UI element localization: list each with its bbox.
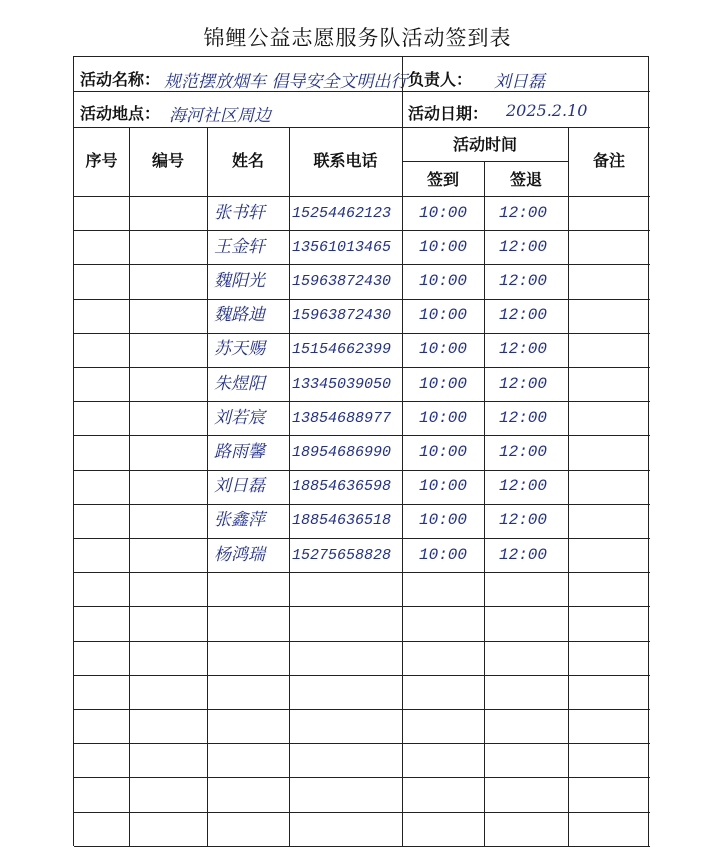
column-divider bbox=[568, 127, 569, 847]
row-divider bbox=[74, 641, 650, 642]
row-divider bbox=[74, 435, 650, 436]
row-divider bbox=[74, 230, 650, 231]
row-divider bbox=[74, 401, 650, 402]
row-divider bbox=[74, 709, 650, 710]
row-divider bbox=[74, 470, 650, 471]
row-sign-in: 10:00 bbox=[419, 203, 468, 222]
activity-time-subline bbox=[402, 161, 568, 162]
header-remark: 备注 bbox=[592, 151, 625, 170]
row-sign-in: 10:00 bbox=[419, 545, 468, 564]
header-seq: 序号 bbox=[85, 151, 118, 170]
activity-location-value: 海河社区周边 bbox=[169, 106, 271, 126]
row-sign-out: 12:00 bbox=[499, 203, 548, 222]
row-divider bbox=[74, 777, 650, 778]
sheet-title: 锦鲤公益志愿服务队活动签到表 bbox=[203, 26, 512, 50]
row-divider bbox=[74, 812, 650, 813]
row-divider bbox=[74, 504, 650, 505]
row-divider bbox=[74, 264, 650, 265]
activity-date-label: 活动日期： bbox=[408, 104, 489, 123]
column-divider bbox=[129, 127, 130, 847]
row-sign-in: 10:00 bbox=[419, 408, 468, 427]
row-sign-out: 12:00 bbox=[499, 340, 548, 359]
row-sign-in: 10:00 bbox=[419, 271, 468, 290]
row-name: 苏天赐 bbox=[214, 339, 265, 360]
row-sign-out: 12:00 bbox=[499, 545, 548, 564]
row-sign-out: 12:00 bbox=[499, 442, 548, 461]
row-sign-out: 12:00 bbox=[499, 511, 548, 530]
row-phone: 18854636518 bbox=[292, 512, 392, 530]
row-sign-in: 10:00 bbox=[419, 442, 468, 461]
row-divider bbox=[74, 743, 650, 744]
row-sign-in: 10:00 bbox=[419, 477, 468, 496]
row-divider bbox=[74, 367, 650, 368]
row-phone: 18954686990 bbox=[292, 443, 392, 461]
header-phone: 联系电话 bbox=[313, 151, 378, 170]
row-name: 魏阳光 bbox=[214, 270, 265, 291]
row-sign-out: 12:00 bbox=[499, 477, 548, 496]
activity-location-label: 活动地点： bbox=[80, 104, 161, 123]
header-top-line bbox=[74, 127, 650, 128]
row-name: 刘若宸 bbox=[214, 407, 265, 428]
row-divider bbox=[74, 538, 650, 539]
row-name: 魏路迪 bbox=[214, 305, 265, 326]
row-sign-out: 12:00 bbox=[499, 374, 548, 393]
activity-date-value: 2025.2.10 bbox=[506, 101, 588, 120]
row-sign-out: 12:00 bbox=[499, 237, 548, 256]
row-phone: 15254462123 bbox=[292, 204, 392, 222]
row-phone: 13561013465 bbox=[292, 238, 392, 256]
header-activity-time: 活动时间 bbox=[452, 135, 517, 154]
row-sign-in: 10:00 bbox=[419, 511, 468, 530]
row-divider bbox=[74, 333, 650, 334]
header-sign-out: 签退 bbox=[509, 170, 542, 189]
info-row-divider bbox=[74, 91, 650, 92]
row-name: 王金轩 bbox=[214, 236, 265, 257]
header-code: 编号 bbox=[151, 151, 184, 170]
row-phone: 18854636598 bbox=[292, 478, 392, 496]
row-name: 杨鸿瑞 bbox=[214, 544, 265, 565]
row-sign-in: 10:00 bbox=[419, 374, 468, 393]
row-sign-in: 10:00 bbox=[419, 237, 468, 256]
row-divider bbox=[74, 606, 650, 607]
row-name: 路雨馨 bbox=[214, 441, 265, 462]
header-name: 姓名 bbox=[231, 151, 264, 170]
row-sign-out: 12:00 bbox=[499, 306, 548, 325]
row-sign-in: 10:00 bbox=[419, 306, 468, 325]
activity-name-value: 规范摆放烟车 倡导安全文明出行 bbox=[164, 72, 408, 92]
row-divider bbox=[74, 299, 650, 300]
row-phone: 15154662399 bbox=[292, 341, 392, 359]
row-divider bbox=[74, 572, 650, 573]
leader-label: 负责人： bbox=[408, 70, 473, 89]
row-divider bbox=[74, 675, 650, 676]
row-name: 张鑫萍 bbox=[214, 510, 265, 531]
row-phone: 15963872430 bbox=[292, 307, 392, 325]
row-phone: 15275658828 bbox=[292, 546, 392, 564]
info-vertical-divider bbox=[402, 57, 403, 127]
row-name: 张书轩 bbox=[214, 202, 265, 223]
row-sign-in: 10:00 bbox=[419, 340, 468, 359]
row-phone: 13345039050 bbox=[292, 375, 392, 393]
row-name: 刘日磊 bbox=[214, 476, 265, 497]
row-name: 朱煜阳 bbox=[214, 373, 265, 394]
leader-value: 刘日磊 bbox=[494, 72, 545, 92]
row-sign-out: 12:00 bbox=[499, 271, 548, 290]
column-divider bbox=[402, 127, 403, 847]
row-divider bbox=[74, 196, 650, 197]
row-phone: 13854688977 bbox=[292, 409, 392, 427]
header-sign-in: 签到 bbox=[426, 170, 459, 189]
column-divider bbox=[207, 127, 208, 847]
row-sign-out: 12:00 bbox=[499, 408, 548, 427]
activity-name-label: 活动名称： bbox=[80, 70, 161, 89]
row-phone: 15963872430 bbox=[292, 272, 392, 290]
column-divider bbox=[289, 127, 290, 847]
sign-in-sheet bbox=[73, 56, 649, 846]
